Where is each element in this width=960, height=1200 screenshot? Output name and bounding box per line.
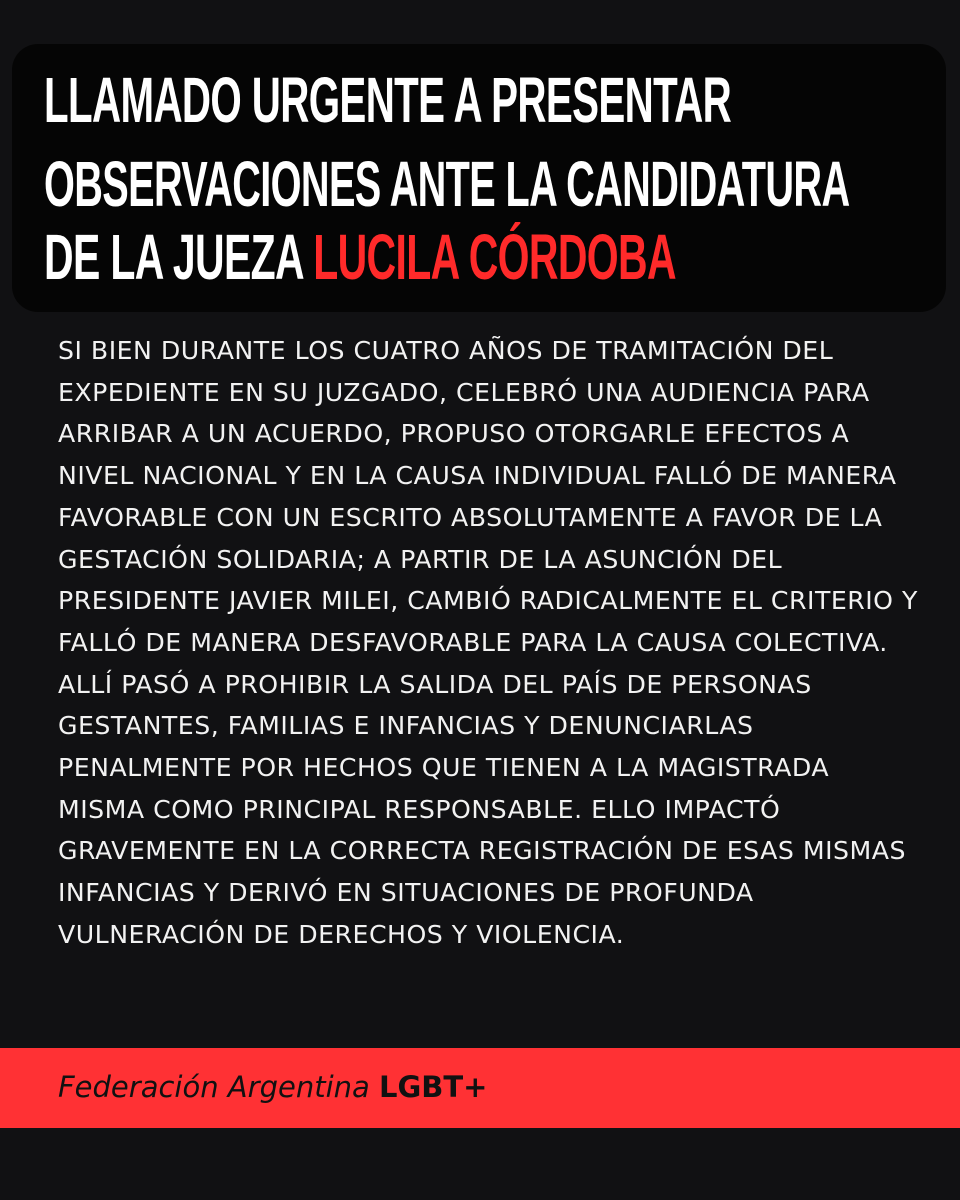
title-line-2: OBSERVACIONES ANTE LA CANDIDATURA	[44, 148, 850, 220]
title-line-1: LLAMADO URGENTE A PRESENTAR	[44, 64, 732, 136]
title-line-3	[44, 221, 676, 293]
body-paragraph: SI BIEN DURANTE LOS CUATRO AÑOS DE TRAMITACIÓN DEL EXPEDIENTE EN SU JUZGADO, CELEBRÓ UNA AUDIENCIA PARA ARRIBAR A UN ACUERDO, PROPUSO OTORGARLE EFECTOS A NIVEL NACIONAL Y EN LA CAUSA INDIVIDUAL FALLÓ DE MANERA FAVORABLE CON UN ESCRITO ABSOLUTAMENTE A FAVOR DE LA GESTACIÓN SOLIDARIA; A PARTIR DE LA ASUNCIÓN DEL PRESIDENTE JAVIER MILEI, CAMBIÓ RADICALMENTE EL CRITERIO Y FALLÓ DE MANERA DESFAVORABLE PARA LA CAUSA COLECTIVA. ALLÍ PASÓ A PROHIBIR LA SALIDA DEL PAÍS DE PERSONAS GESTANTES, FAMILIAS E INFANCIAS Y DENUNCIARLAS PENALMENTE POR HECHOS QUE TIENEN A LA MAGISTRADA MISMA COMO PRINCIPAL RESPONSABLE. ELLO IMPACTÓ GRAVEMENTE EN LA CORRECTA REGISTRACIÓN DE ESAS MISMAS INFANCIAS Y DERIVÓ EN SITUACIONES DE PROFUNDA VULNERACIÓN DE DERECHOS Y VIOLENCIA.	[58, 336, 918, 949]
org-suffix: LGBT+	[379, 1070, 488, 1104]
judge-name-highlight: LUCILA CÓRDOBA	[313, 221, 676, 293]
org-name: Federación Argentina	[58, 1070, 370, 1104]
title-line-3-prefix: DE LA JUEZA	[44, 221, 314, 293]
footer-signature	[58, 1067, 487, 1107]
